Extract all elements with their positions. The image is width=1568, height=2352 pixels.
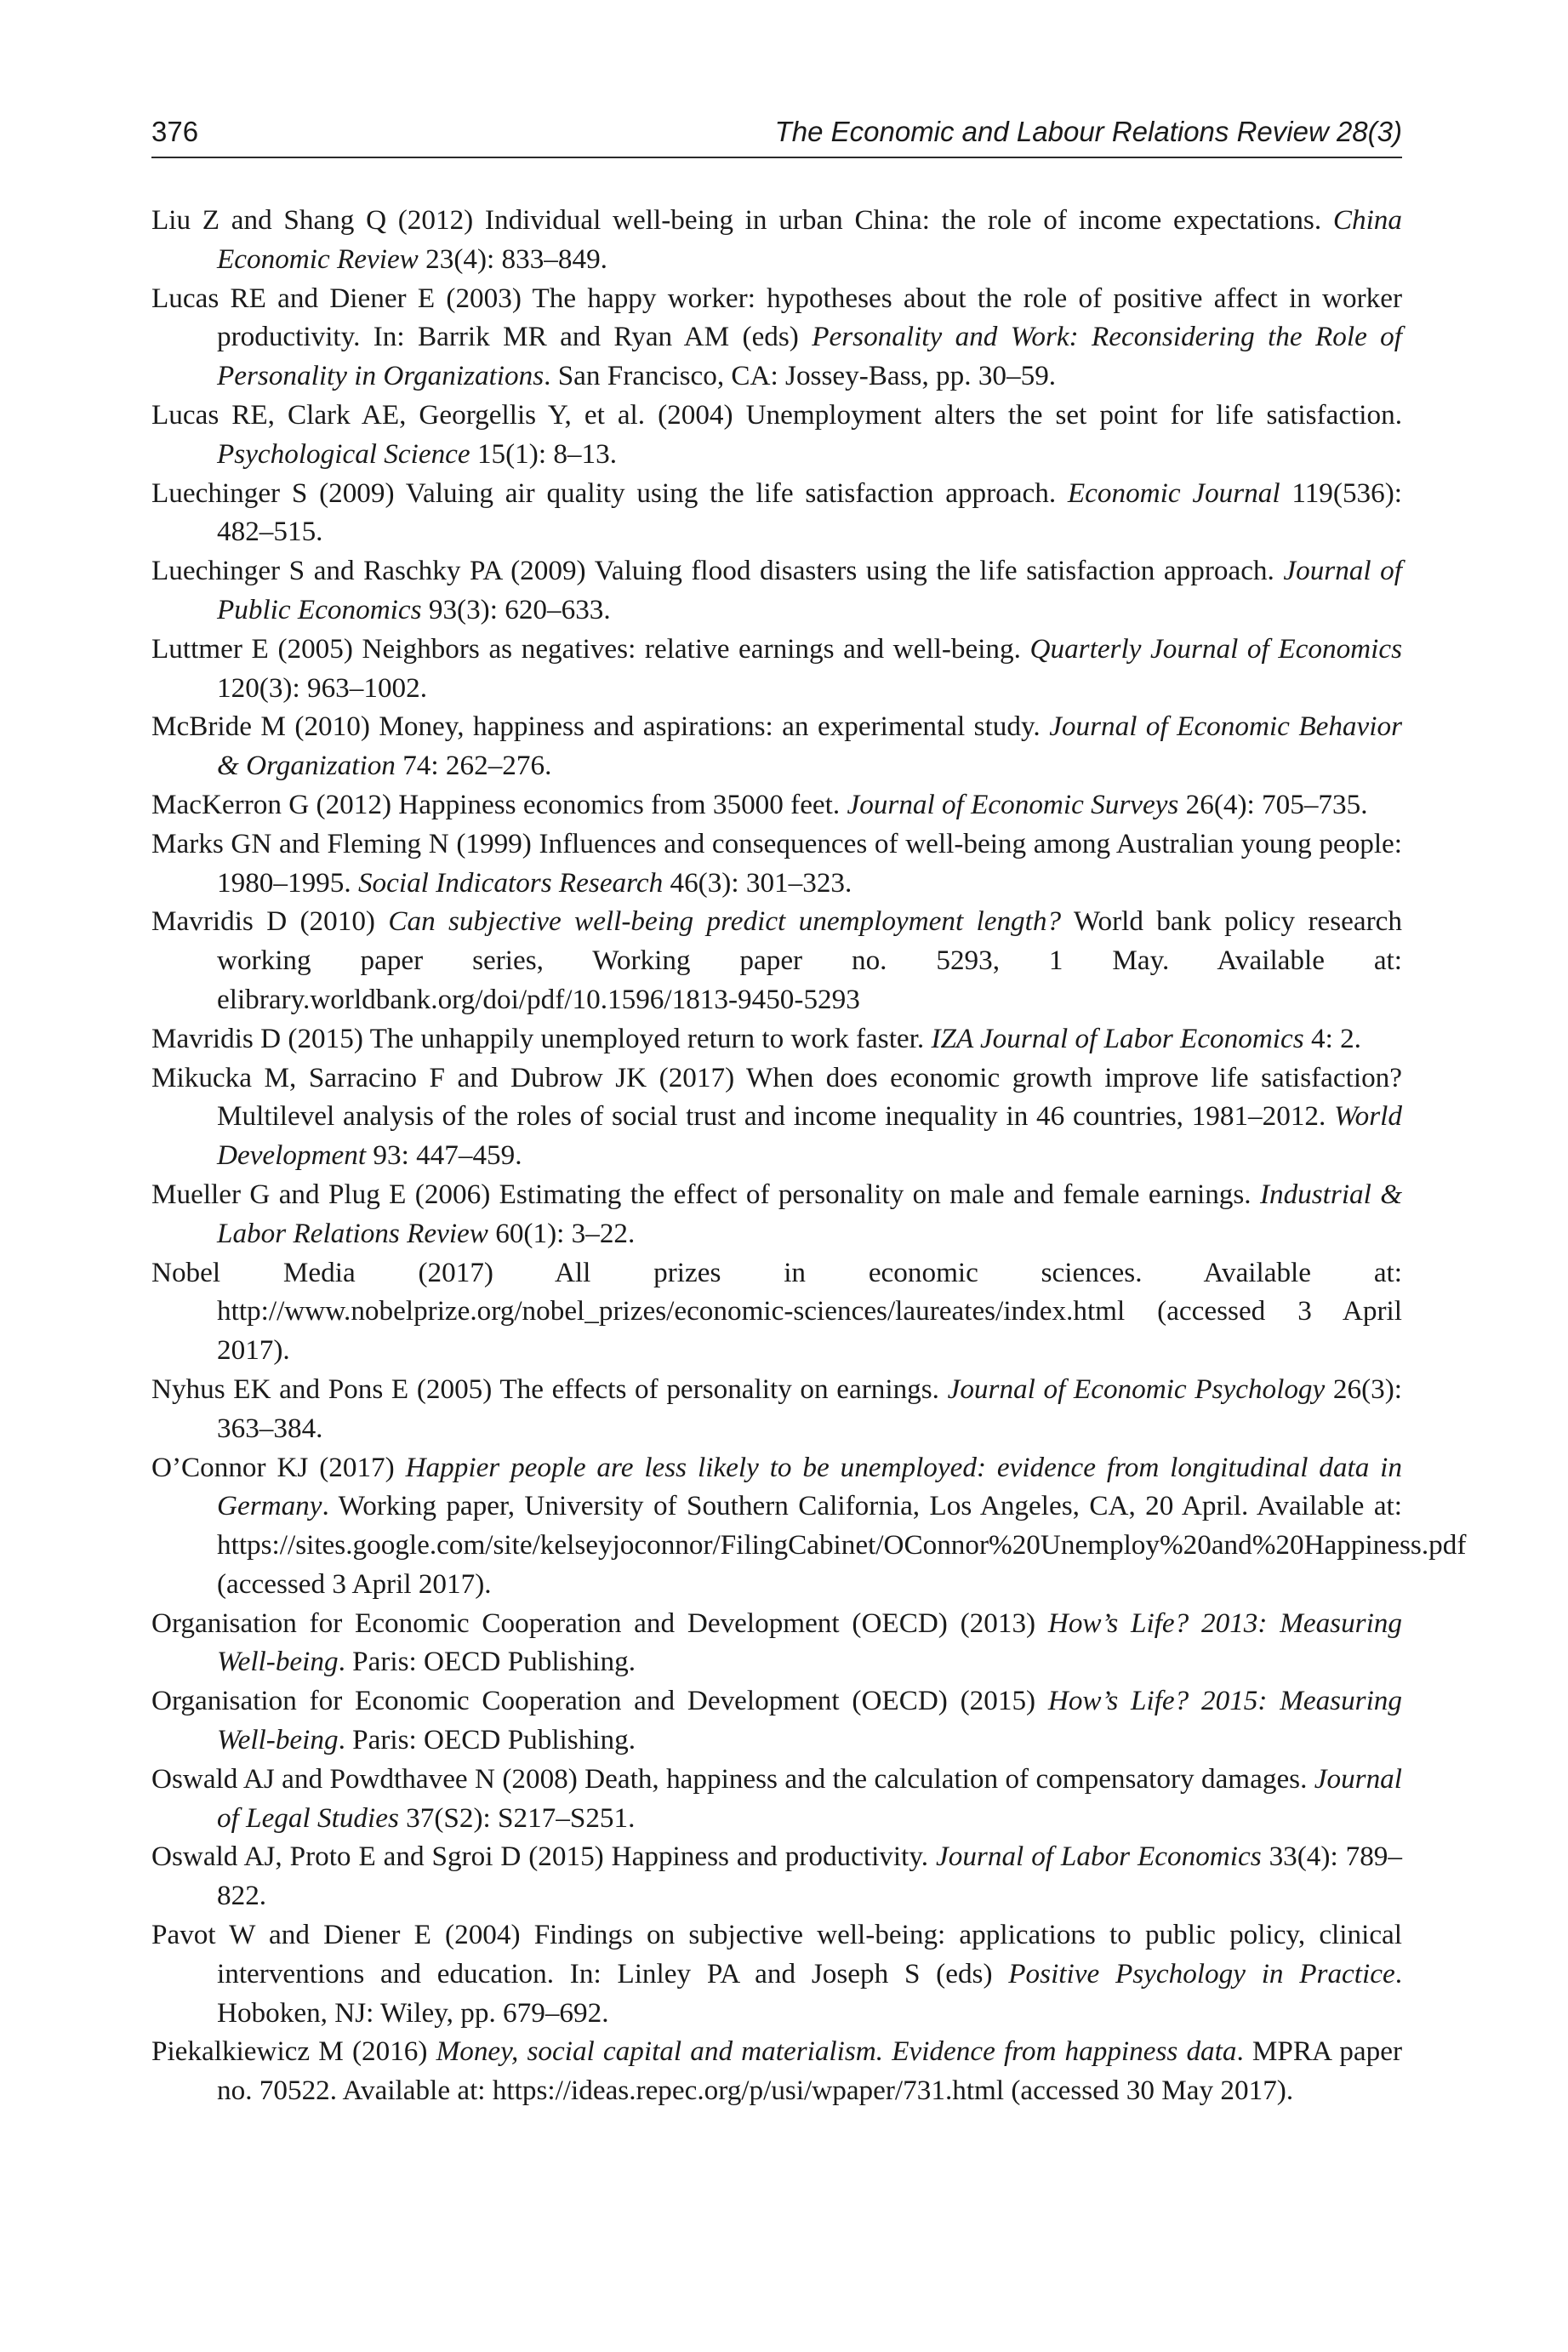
ref-text: . MPRA paper no. 70522. Available at: https://ideas.repec.org/p/usi/wpaper/731.html (accessed 30 May 2017). xyxy=(217,2035,1403,2107)
reference-entry xyxy=(151,1681,1402,1760)
ref-text: McBride M (2010) Money, happiness and aspirations: an experimental study. xyxy=(151,711,1050,743)
ref-text: 37(S2): S217–S251. xyxy=(398,1801,636,1834)
reference-entry xyxy=(151,396,1402,474)
reference-entry xyxy=(151,1059,1402,1175)
ref-text: . Paris: OECD Publishing. xyxy=(338,1646,636,1678)
ref-italic: Economic Journal xyxy=(1067,477,1280,509)
ref-text: 26(3): 363–384. xyxy=(217,1373,1402,1444)
ref-italic: Journal of Economic Surveys xyxy=(847,788,1179,820)
ref-italic: Journal of Economic Behavior & Organization xyxy=(217,711,1402,782)
ref-text: Lucas RE, Clark AE, Georgellis Y, et al. (2004) Unemployment alters the set point for life satisfaction. xyxy=(151,398,1402,431)
ref-text: 93(3): 620–633. xyxy=(421,593,611,625)
ref-text: 74: 262–276. xyxy=(395,750,552,782)
reference-entry xyxy=(151,825,1402,903)
ref-text: O’Connor KJ (2017) xyxy=(151,1451,406,1483)
reference-entry xyxy=(151,1019,1402,1059)
journal-title: The Economic and Labour Relations Review 28(3) xyxy=(774,116,1402,147)
ref-text: Nyhus EK and Pons E (2005) The effects of personality on earnings. xyxy=(151,1373,948,1405)
ref-text: 15(1): 8–13. xyxy=(470,437,618,470)
ref-italic: How’s Life? 2015: Measuring Well-being xyxy=(217,1685,1402,1756)
reference-entry xyxy=(151,1253,1402,1370)
reference-entry xyxy=(151,1448,1467,1604)
reference-entry xyxy=(151,201,1402,279)
ref-text: . Working paper, University of Southern California, Los Angeles, CA, 20 April. Available at: https://sites.google.com/site/kelseyjoconnor/FilingCabinet/OConnor%20Unemploy%20and%20Happiness.pdf (accessed 3 April 2017). xyxy=(217,1490,1467,1600)
ref-text: Nobel Media (2017) All prizes in economic sciences. Available at: http://www.nobelprize.org/nobel_prizes/economic-sciences/laureates/index.html (accessed 3 April 2017). xyxy=(151,1256,1402,1367)
ref-text: Mavridis D (2010) xyxy=(151,905,389,938)
ref-italic: Social Indicators Research xyxy=(357,866,664,899)
ref-text: 33(4): 789–822. xyxy=(217,1841,1402,1912)
ref-text: Organisation for Economic Cooperation and Development (OECD) (2013) xyxy=(151,1607,1048,1639)
ref-text: 119(536): 482–515. xyxy=(217,477,1403,548)
page-number: 376 xyxy=(151,116,199,147)
reference-entry xyxy=(151,474,1402,552)
ref-italic: Journal of Economic Psychology xyxy=(947,1373,1326,1405)
ref-text: Luechinger S (2009) Valuing air quality using the life satisfaction approach. xyxy=(151,477,1068,509)
ref-italic: Happier people are less likely to be unemployed: evidence from longitudinal data in Germany xyxy=(217,1451,1402,1522)
ref-italic: Personality and Work: Reconsidering the Role of Personality in Organizations xyxy=(217,321,1402,392)
reference-entry xyxy=(151,1837,1402,1915)
reference-entry xyxy=(151,630,1402,708)
ref-text: World bank policy research working paper series, Working paper no. 5293, 1 May. Available at: elibrary.worldbank.org/doi/pdf/10.1596/1813-9450-5293 xyxy=(217,905,1402,1015)
ref-text: Mikucka M, Sarracino F and Dubrow JK (2017) When does economic growth improve life satisfaction? Multilevel analysis of the roles of social trust and income inequality in 46 countries, 1981–2012. xyxy=(151,1061,1402,1133)
ref-text: Oswald AJ, Proto E and Sgroi D (2015) Happiness and productivity. xyxy=(151,1841,937,1873)
ref-italic: IZA Journal of Labor Economics xyxy=(931,1022,1304,1054)
reference-list xyxy=(151,201,1467,2110)
ref-text: Oswald AJ and Powdthavee N (2008) Death, happiness and the calculation of compensatory damages. xyxy=(151,1762,1314,1795)
ref-text: MacKerron G (2012) Happiness economics from 35000 feet. xyxy=(151,788,847,820)
ref-text: 26(4): 705–735. xyxy=(1178,788,1368,820)
ref-text: 120(3): 963–1002. xyxy=(217,671,428,704)
ref-text: . Paris: OECD Publishing. xyxy=(338,1724,636,1756)
ref-text: Lucas RE and Diener E (2003) The happy worker: hypotheses about the role of positive affect in worker productivity. In: Barrik MR and Ryan AM (eds) xyxy=(151,282,1402,353)
ref-text: 4: 2. xyxy=(1303,1022,1361,1054)
ref-text: Liu Z and Shang Q (2012) Individual well-being in urban China: the role of income expectations. xyxy=(151,204,1333,236)
ref-text: Mavridis D (2015) The unhappily unemployed return to work faster. xyxy=(151,1022,932,1054)
reference-entry xyxy=(151,551,1402,630)
ref-italic: Industrial & Labor Relations Review xyxy=(217,1178,1403,1249)
ref-text: Luechinger S and Raschky PA (2009) Valuing flood disasters using the life satisfaction approach. xyxy=(151,555,1284,587)
reference-entry xyxy=(151,279,1402,396)
reference-entry xyxy=(151,1760,1402,1838)
ref-text: 93: 447–459. xyxy=(366,1139,522,1172)
ref-italic: How’s Life? 2013: Measuring Well-being xyxy=(217,1607,1402,1678)
ref-italic: Quarterly Journal of Economics xyxy=(1029,632,1402,665)
ref-text: . San Francisco, CA: Jossey-Bass, pp. 30–59. xyxy=(544,360,1057,392)
ref-italic: Psychological Science xyxy=(217,437,470,470)
ref-text: 46(3): 301–323. xyxy=(663,866,852,899)
ref-text: Piekalkiewicz M (2016) xyxy=(151,2035,436,2068)
reference-entry xyxy=(151,1915,1402,2032)
ref-text: . Hoboken, NJ: Wiley, pp. 679–692. xyxy=(217,1957,1402,2029)
reference-entry xyxy=(151,2032,1402,2110)
ref-italic: Journal of Legal Studies xyxy=(217,1762,1402,1834)
reference-entry xyxy=(151,1370,1402,1448)
ref-italic: Journal of Labor Economics xyxy=(936,1841,1262,1873)
ref-italic: World Development xyxy=(217,1100,1402,1172)
reference-entry xyxy=(151,1175,1402,1253)
ref-text: Luttmer E (2005) Neighbors as negatives: relative earnings and well-being. xyxy=(151,632,1030,665)
reference-entry xyxy=(151,785,1402,825)
ref-text: Marks GN and Fleming N (1999) Influences and consequences of well-being among Australian young people: 1980–1995. xyxy=(151,827,1402,899)
ref-text: 60(1): 3–22. xyxy=(488,1217,636,1249)
ref-text: 23(4): 833–849. xyxy=(418,243,607,275)
ref-text: Pavot W and Diener E (2004) Findings on subjective well-being: applications to public policy, clinical interventions and education. In: Linley PA and Joseph S (eds) xyxy=(151,1919,1402,1989)
reference-entry xyxy=(151,902,1402,1019)
ref-italic: Journal of Public Economics xyxy=(217,555,1402,625)
reference-entry xyxy=(151,1604,1402,1682)
reference-entry xyxy=(151,707,1402,785)
ref-italic: Positive Psychology in Practice xyxy=(1008,1957,1395,1989)
running-header xyxy=(151,114,1402,158)
ref-text: Organisation for Economic Cooperation and Development (OECD) (2015) xyxy=(151,1685,1048,1717)
ref-italic: Money, social capital and materialism. Evidence from happiness data xyxy=(436,2035,1237,2068)
ref-italic: Can subjective well-being predict unemployment length? xyxy=(388,905,1062,938)
ref-italic: China Economic Review xyxy=(217,204,1402,275)
ref-text: Mueller G and Plug E (2006) Estimating the effect of personality on male and female earnings. xyxy=(151,1178,1260,1210)
